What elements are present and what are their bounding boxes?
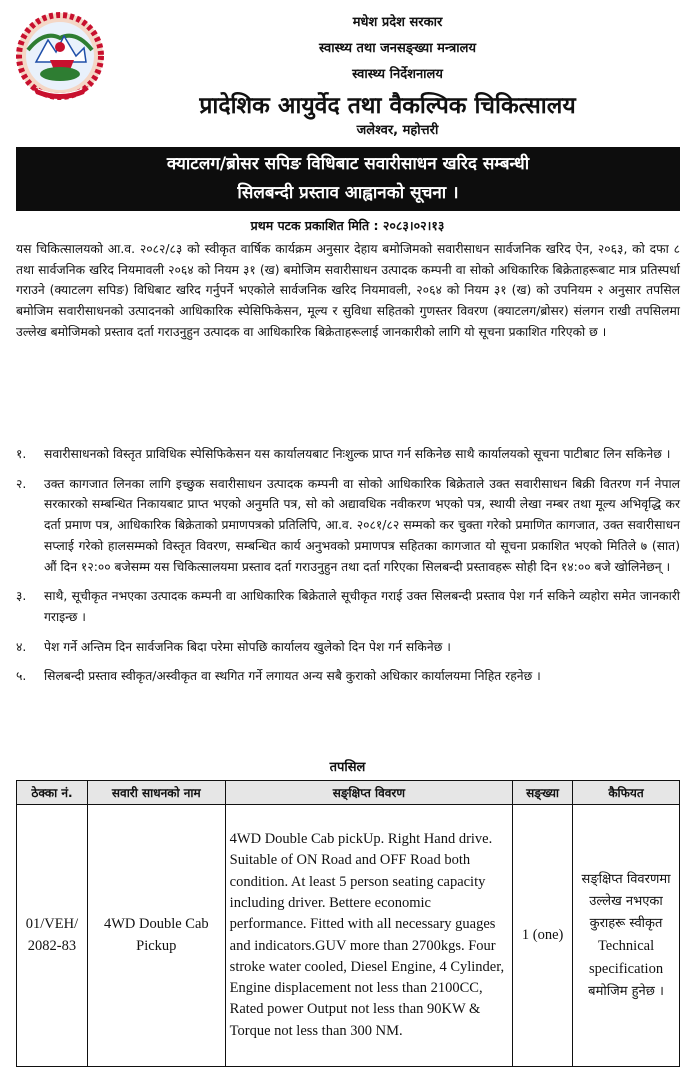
list-item-text: सवारीसाधनको विस्तृत प्राविधिक स्पेसिफिकेसन यस कार्यालयबाट निःशुल्क प्राप्त गर्न सकिनेछ साथै कार्यालयको सूचना पाटीबाट लिन सकिनेछ । (44, 447, 671, 461)
terms-list (16, 444, 680, 696)
quantity-cell: 1 (one) (513, 805, 573, 1067)
column-header-vehicle-name: सवारी साधनको नाम (87, 781, 225, 805)
list-item (16, 586, 680, 627)
list-item-text: सिलबन्दी प्रस्ताव स्वीकृत/अस्वीकृत वा स्थगित गर्ने लगायत अन्य सबै कुराको अधिकार कार्यालयमा निहित रहनेछ । (44, 669, 541, 684)
contract-number-cell: 01/VEH/ 2082-83 (17, 805, 88, 1067)
remarks-text-2: Technical specification (588, 937, 664, 977)
schedule-title: तपसिल (329, 760, 366, 775)
province-government: मधेश प्रदेश सरकार (352, 15, 443, 30)
column-header-description: सङ्क्षिप्त विवरण (225, 781, 512, 805)
list-item-text: उक्त कागजात लिनका लागि इच्छुक सवारीसाधन उत्पादक कम्पनी वा सोको आधिकारिक बिक्रेताले उक्त सवारीसाधन बिक्री वितरण गर्न नेपाल सरकारको सम्बन्धित निकायबाट प्राप्त भएको अनुमति पत्र, सो को अद्यावधिक नवीकरण भएको पत्र, स्थायी लेखा नम्बर तथा मूल्य अभिवृद्धि कर दर्ता प्रमाण पत्र, आधिकारिक बिक्रेताको प्रमाणपत्रको प्रतिलिपि, आ.व. २०८१/८२ सम्मको कर चुक्ता गरेको प्रमाणित कागजात, उक्त सवारीसाधन सप्लाई गरेको हालसम्मको विस्तृत विवरण, सम्बन्धित कार्य अनुभवको प्रमाणपत्र सहितका कागजात यो सूचना प्रकाशित भएको मितिले ७ (सात) औं दिन १२:०० बजेसम्म यस चिकित्सालयमा प्रस्ताव दर्ता गराउनुहुन तथा दर्ता गरिएका सिलबन्दी प्रस्तावहरू सोही दिन १४:०० बजे खोलिनेछन् । (44, 476, 680, 574)
notice-title-line-2: सिलबन्दी प्रस्ताव आह्वानको सूचना । (237, 183, 459, 203)
notice-title-line-1: क्याटलग/ब्रोसर सपिङ विधिबाट सवारीसाधन खरिद सम्बन्धी (166, 154, 530, 174)
list-item-number: २. (16, 476, 27, 491)
remarks-text-3: बमोजिम हुनेछ । (588, 983, 664, 999)
list-item-text: पेश गर्ने अन्तिम दिन सार्वजनिक बिदा परेमा सोपछि कार्यालय खुलेको दिन पेश गर्न सकिनेछ । (44, 639, 451, 654)
specification-cell: 4WD Double Cab pickUp. Right Hand drive. Suitable of ON Road and OFF Road both condition. At least 5 person seating capacity including driver. Bettere economic performance. Fitted with all necessary guages and indicators.GUV more than 2700kgs. Four stroke water cooled, Diesel Engine, 4 Cylinder, Engine displacement not less than 2100CC, Rated power Output not less than 90KW & Torque not less than 300 NM. (225, 805, 512, 1067)
list-item (16, 474, 680, 578)
column-header-remarks: कैफियत (573, 781, 680, 805)
notice-title-banner (16, 147, 680, 211)
list-item (16, 637, 680, 658)
list-item (16, 666, 680, 687)
office-location: जलेश्वर, महोत्तरी (356, 123, 439, 138)
list-item-number: ३. (16, 589, 27, 604)
office-name: प्रादेशिक आयुर्वेद तथा वैकल्पिक चिकित्सालय (199, 93, 576, 119)
letterhead (0, 0, 695, 140)
table-header-row (17, 781, 680, 805)
column-header-quantity: सङ्ख्या (513, 781, 573, 805)
list-item (16, 444, 680, 465)
table-row (17, 805, 680, 1067)
list-item-number: ५. (16, 669, 27, 684)
schedule-table (16, 780, 680, 1067)
remarks-cell (573, 805, 680, 1067)
remarks-text-1: सङ्क्षिप्त विवरणमा उल्लेख नभएका कुराहरू स्वीकृत (581, 871, 671, 931)
ministry-name: स्वास्थ्य तथा जनसङ्ख्या मन्त्रालय (318, 41, 476, 56)
directorate-name: स्वास्थ्य निर्देशनालय (352, 67, 443, 82)
vehicle-name-cell: 4WD Double Cab Pickup (87, 805, 225, 1067)
publication-date: प्रथम पटक प्रकाशित मिति : २०८३।०२।१३ (250, 218, 445, 233)
intro-paragraph: यस चिकित्सालयको आ.व. २०८२/८३ को स्वीकृत वार्षिक कार्यक्रम अनुसार देहाय बमोजिमको सवारीसाधन सार्वजनिक खरिद ऐन, २०६३, को दफा ८ तथा सार्वजनिक खरिद नियमावली २०६४ को नियम ३१ (ख) बमोजिम सवारीसाधन उत्पादक कम्पनी वा सोको अधिकारिक बिक्रेताहरूबाट मात्र प्रतिस्पर्धा गराउने (क्याटलग सपिङ) विधिबाट खरिद गर्नुपर्ने भएकोले सार्वजनिक खरिद नियमावली, २०६४ को नियम ३१ (ख) को उपनियम २ अनुसार तपसिल बमोजिम सवारीसाधनको उत्पादनको आधिकारिक स्पेसिफिकेसन, मूल्य र सुविधा सहितको गुणस्तर विवरण (क्याटलग/ब्रोसर) संलगन राखी तपसिलमा उल्लेख बमोजिमको प्रस्ताव दर्ता गराउनुहुन उत्पादक वा आधिकारिक बिक्रेताहरूलाई जानकारीको लागि यो सूचना प्रकाशित गरिएको छ । (16, 242, 680, 339)
list-item-number: १. (16, 447, 27, 461)
list-item-number: ४. (16, 639, 27, 654)
list-item-text: साथै, सूचीकृत नभएका उत्पादक कम्पनी वा आधिकारिक बिक्रेताले सूचीकृत गराई उक्त सिलबन्दी प्रस्ताव पेश गर्न सकिने व्यहोरा समेत जानकारी गराइन्छ । (44, 589, 680, 624)
column-header-contract-no: ठेक्का नं. (17, 781, 88, 805)
